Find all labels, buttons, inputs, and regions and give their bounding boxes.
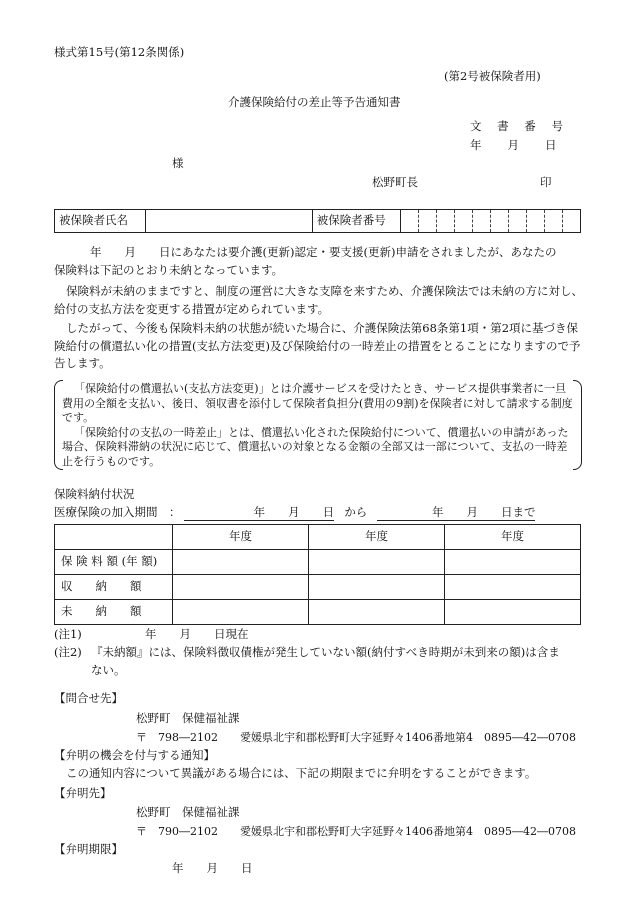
appeal-dest-office: 松野町 保健福祉課: [136, 805, 240, 819]
note2-label: (注2): [54, 645, 82, 659]
payment-status-label: 保険料納付状況: [54, 487, 135, 501]
date-day: 日: [545, 138, 557, 152]
note-suspension: 「保険給付の支払の一時差止」とは、償還払い化された保険給付について、償還払いの申請があった場合、保険料滞納の状況に応じて、償還払いの対象となる金額の全部又は一部について、支払の一時差止を行うものです。: [62, 425, 569, 468]
insured-info-table: [54, 209, 581, 233]
insured-number-digit[interactable]: [455, 210, 473, 233]
appeal-notice-text: この通知内容について異議がある場合には、下記の期限までに弁明をすることができます。: [66, 766, 537, 780]
row-unpaid: 未 納 額: [55, 600, 173, 625]
note1-label: (注1): [54, 627, 82, 641]
period-from-word: から: [344, 505, 368, 519]
table-cell[interactable]: [445, 600, 581, 625]
insured-number-label: 被保険者番号: [312, 210, 401, 233]
appeal-dest-address: 〒 790―2102 愛媛県北宇和郡松野町大字延野々1406番地第4 0895―42―0708: [136, 825, 576, 838]
contact-address: 〒 798―2102 愛媛県北宇和郡松野町大字延野々1406番地第4 0895―42―0708: [136, 731, 576, 744]
table-cell[interactable]: [309, 550, 445, 575]
insured-number-digit[interactable]: [473, 210, 491, 233]
date-month: 月: [507, 138, 519, 152]
form-number: 様式第15号(第12条関係): [54, 45, 185, 59]
insured-name-label: 被保険者氏名: [55, 210, 146, 233]
form-target: (第2号被保険者用): [444, 69, 541, 83]
insured-number-digit[interactable]: [437, 210, 455, 233]
year-header: 年度: [173, 525, 309, 550]
definition-note: [54, 380, 582, 470]
note2-line1: 『未納額』には、保険料徴収債権が発生していない額(納付すべき時期が未到来の額)は含ま: [91, 645, 560, 659]
table-corner: [55, 525, 173, 550]
doc-number-label: 文 書 番 号: [470, 119, 569, 133]
table-cell[interactable]: [309, 600, 445, 625]
insured-number-digit[interactable]: [563, 210, 581, 233]
deadline-heading: 【弁明期限】: [54, 842, 123, 856]
contact-office: 松野町 保健福祉課: [136, 711, 240, 725]
appeal-notice-heading: 【弁明の機会を付与する通知】: [54, 748, 215, 762]
appeal-dest-heading: 【弁明先】: [54, 786, 112, 800]
period-to: 年 月 日まで: [377, 506, 535, 521]
bracket-right: [573, 380, 582, 470]
table-cell[interactable]: [309, 575, 445, 600]
table-cell[interactable]: [173, 550, 309, 575]
year-header: 年度: [445, 525, 581, 550]
seal-mark: 印: [540, 175, 552, 189]
issuer-name: 松野町長: [372, 175, 418, 189]
period-from: 年 月 日: [184, 506, 334, 521]
table-cell[interactable]: [173, 600, 309, 625]
paragraph-3: したがって、今後も保険料未納の状態が続いた場合に、介護保険法第68条第1項・第2項に基づき保険給付の償還払い化の措置(支払方法変更)及び保険給付の一時差止の措置をとることになりますので予告します。: [54, 321, 581, 370]
paragraph-2: 保険料が未納のままですと、制度の運営に大きな支障を来すため、介護保険法では未納の方に対し、給付の支払方法を変更する措置が定められています。: [54, 284, 584, 316]
insured-number-digit[interactable]: [419, 210, 437, 233]
document-title: 介護保険給付の差止等予告通知書: [228, 95, 401, 109]
insured-number-digit[interactable]: [509, 210, 527, 233]
deadline-date: 年 月 日: [172, 861, 253, 875]
note1-text: 年 月 日現在: [145, 627, 249, 641]
row-collected: 収 納 額: [55, 575, 173, 600]
insured-number-digit[interactable]: [527, 210, 545, 233]
payment-table: [54, 524, 581, 625]
paragraph-1-line-1: 年 月 日にあなたは要介護(更新)認定・要支援(更新)申請をされましたが、あなたの: [90, 245, 557, 259]
contact-heading: 【問合せ先】: [54, 691, 123, 705]
date-year: 年: [470, 138, 482, 152]
table-cell[interactable]: [445, 575, 581, 600]
insured-number-digit[interactable]: [401, 210, 419, 233]
note-reimbursement: 「保険給付の償還払い(支払方法変更)」とは介護サービスを受けたとき、サービス提供事業者に一旦費用の全額を支払い、後日、領収書を添付して保険者負担分(費用の9割)を保険者に対して請求する制度です。: [62, 382, 573, 424]
period-label: 医療保険の加入期間 ：: [54, 505, 181, 519]
insured-name-field[interactable]: [145, 210, 312, 233]
row-premium: 保 険 料 額 (年 額): [55, 550, 173, 575]
insured-number-digit[interactable]: [491, 210, 509, 233]
insurance-period-line: [54, 506, 535, 521]
addressee-suffix: 様: [172, 156, 184, 170]
issue-date: [470, 139, 557, 153]
table-cell[interactable]: [445, 550, 581, 575]
table-cell[interactable]: [173, 575, 309, 600]
paragraph-1-line-2: 保険料は下記のとおり未納となっています。: [54, 263, 284, 277]
insured-number-digit[interactable]: [545, 210, 563, 233]
note2-line2: ない。: [91, 663, 126, 677]
year-header: 年度: [309, 525, 445, 550]
